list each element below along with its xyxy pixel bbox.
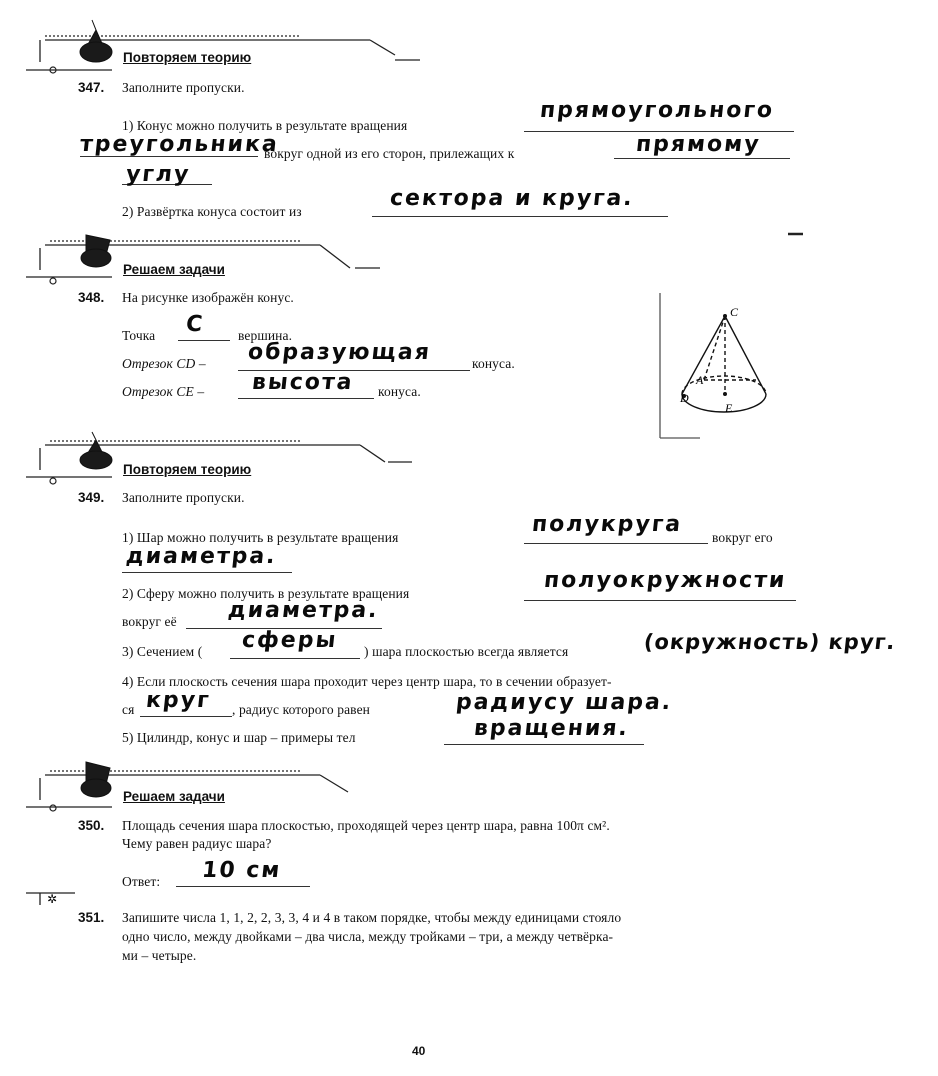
- handwritten-answer: радиусу шара.: [454, 690, 674, 715]
- handwritten-answer: сектора и круга.: [388, 186, 636, 211]
- section-heading-tasks: Решаем задачи: [123, 789, 225, 804]
- task-number: 348.: [78, 290, 105, 305]
- task-prompt: Заполните пропуски.: [122, 80, 245, 95]
- handwritten-answer: прямоугольного: [538, 98, 776, 123]
- task-number: 350.: [78, 818, 105, 833]
- handwritten-answer: вращения.: [472, 716, 631, 741]
- section-heading-theory: Повторяем теорию: [123, 50, 252, 65]
- section-heading-tasks: Решаем задачи: [123, 262, 225, 277]
- task-line: вокруг одной из его сторон, прилежащих к: [264, 146, 515, 161]
- task-number: 347.: [78, 80, 105, 95]
- task-line: 2) Развёртка конуса состоит из: [122, 204, 302, 219]
- task-line: 1) Конус можно получить в результате вращения: [122, 118, 408, 133]
- task-line: конуса.: [378, 384, 421, 399]
- handwritten-answer: углу: [124, 162, 192, 187]
- label-e: E: [725, 401, 733, 415]
- task-number: 349.: [78, 490, 105, 505]
- task-line: 2) Сферу можно получить в результате вращения: [122, 586, 410, 601]
- task-prompt: Заполните пропуски.: [122, 490, 245, 505]
- task-line: ся: [122, 702, 135, 717]
- handwritten-answer: сферы: [240, 628, 339, 653]
- task-prompt: На рисунке изображён конус.: [122, 290, 294, 305]
- handwritten-answer: C: [184, 312, 206, 337]
- task-line: Площадь сечения шара плоскостью, проходящей через центр шара, равна 100π см².: [122, 818, 610, 833]
- handwritten-answer: полукруга: [530, 512, 684, 537]
- page-number: 40: [412, 1044, 426, 1058]
- task-line: одно число, между двойками – два числа, между тройками – три, а между четвёрка-: [122, 929, 614, 944]
- handwritten-answer: треугольника: [78, 132, 281, 157]
- task-line: ми – четыре.: [122, 948, 197, 963]
- task-number: 351.: [78, 910, 105, 925]
- task-line: Запишите числа 1, 1, 2, 2, 3, 3, 4 и 4 в таком порядке, чтобы между единицами стояло: [122, 910, 622, 925]
- task-line: Точка: [122, 328, 156, 343]
- task-line: конуса.: [472, 356, 515, 371]
- task-line: 5) Цилиндр, конус и шар – примеры тел: [122, 730, 356, 745]
- task-line: вокруг её: [122, 614, 177, 629]
- handwritten-answer: диаметра.: [226, 598, 380, 623]
- label-a: A: [696, 373, 704, 387]
- task-line: Чему равен радиус шара?: [122, 836, 272, 851]
- handwritten-answer: круг: [144, 688, 212, 713]
- task-line: 3) Сечением (: [122, 644, 203, 659]
- task-line: ) шара плоскостью всегда является: [364, 644, 569, 659]
- handwritten-answer: 10 см: [200, 858, 283, 883]
- task-line: Отрезок CE –: [122, 384, 205, 399]
- handwritten-answer: диаметра.: [124, 544, 278, 569]
- task-line: 1) Шар можно получить в результате вращения: [122, 530, 399, 545]
- handwritten-answer: высота: [250, 370, 355, 395]
- section-heading-theory: Повторяем теорию: [123, 462, 252, 477]
- handwritten-answer: полуокружности: [542, 568, 788, 593]
- answer-label: Ответ:: [122, 874, 161, 889]
- cone-figure: [660, 298, 780, 428]
- handwritten-answer: образующая: [246, 340, 433, 365]
- task-line: 4) Если плоскость сечения шара проходит через центр шара, то в сечении образует-: [122, 674, 612, 689]
- label-d: D: [680, 391, 689, 405]
- task-line: Отрезок CD –: [122, 356, 206, 371]
- label-c: C: [730, 305, 739, 319]
- task-line: , радиус которого равен: [232, 702, 370, 717]
- task-line: вокруг его: [712, 530, 773, 545]
- svg-text:✲: ✲: [47, 892, 58, 906]
- handwritten-answer: прямому: [634, 132, 762, 157]
- task-line: вершина.: [238, 328, 293, 343]
- handwritten-answer: (окружность) круг.: [642, 630, 897, 654]
